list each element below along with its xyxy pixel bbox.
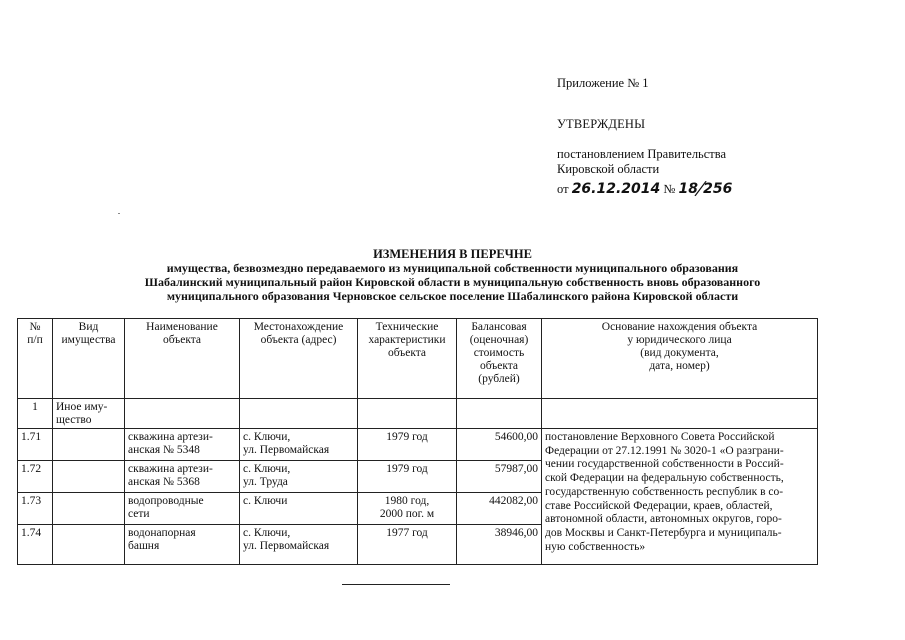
row-value: 57987,00 xyxy=(457,461,542,493)
row-address: с. Ключи, ул. Первомайская xyxy=(240,429,358,461)
row-address: с. Ключи, ул. Первомайская xyxy=(240,525,358,565)
row-tech: 1977 год xyxy=(358,525,457,565)
header-kind: Вид имущества xyxy=(53,319,125,399)
header-value: Балансовая (оценочная) стоимость объекта (рублей) xyxy=(457,319,542,399)
scan-speck xyxy=(118,213,120,214)
row-num: 1.74 xyxy=(18,525,53,565)
row-address: с. Ключи xyxy=(240,493,358,525)
approved-label: УТВЕРЖДЕНЫ xyxy=(557,117,646,131)
slash-mark: / xyxy=(692,173,709,204)
header-address: Местонахождение объекта (адрес) xyxy=(240,319,358,399)
row-num: 1.72 xyxy=(18,461,53,493)
row-tech: 1979 год xyxy=(358,461,457,493)
decree-line-2: Кировской области xyxy=(557,162,660,176)
title-line-2: имущества, безвозмездно передаваемого из муниципальной собственности муниципального образования xyxy=(166,261,739,275)
row-num: 1.73 xyxy=(18,493,53,525)
basis-cell: постановление Верховного Совета Российской Федерации от 27.12.1991 № 3020-1 «О разграни- чении государственной собственности в Россий- ской Федерации на федеральную собственность, государственную собственность республик в со- ставе Российской Федерации, краев, областей, автономной области, автономных округов, горо- дов Москвы и Санкт-Петербурга и муниципаль- ную собственность» xyxy=(542,429,818,565)
property-table xyxy=(17,318,818,565)
header-name: Наименование объекта xyxy=(125,319,240,399)
table-row xyxy=(18,429,818,461)
header-tech: Технические характеристики объекта xyxy=(358,319,457,399)
title-line-3: Шабалинский муниципальный район Кировской области в муниципальную собственность вновь образованного xyxy=(144,275,761,289)
row-tech: 1979 год xyxy=(358,429,457,461)
table-group-row xyxy=(18,399,818,429)
from-prefix: от xyxy=(557,182,569,196)
handwritten-date: 26.12.2014 xyxy=(571,181,661,197)
row-name: скважина артези- анская № 5348 xyxy=(125,429,240,461)
row-value: 54600,00 xyxy=(457,429,542,461)
group-num: 1 xyxy=(18,399,53,429)
document-title xyxy=(0,247,905,303)
footer-divider xyxy=(342,584,450,585)
title-line-4: муниципального образования Черновское сельское поселение Шабалинского района Кировской области xyxy=(166,289,739,303)
row-name: скважина артези- анская № 5368 xyxy=(125,461,240,493)
row-value: 442082,00 xyxy=(457,493,542,525)
row-num: 1.71 xyxy=(18,429,53,461)
header-basis: Основание нахождения объекта у юридического лица (вид документа, дата, номер) xyxy=(542,319,818,399)
appendix-label: Приложение № 1 xyxy=(557,76,649,90)
row-value: 38946,00 xyxy=(457,525,542,565)
decree-line-1: постановлением Правительства xyxy=(557,147,727,161)
row-address: с. Ключи, ул. Труда xyxy=(240,461,358,493)
row-name: водопроводные сети xyxy=(125,493,240,525)
header-num: № п/п xyxy=(18,319,53,399)
row-name: водонапорная башня xyxy=(125,525,240,565)
number-prefix: № xyxy=(663,182,676,196)
group-kind: Иное иму- щество xyxy=(53,399,125,429)
decree-date-number xyxy=(557,173,733,204)
title-line-1: ИЗМЕНЕНИЯ В ПЕРЕЧНЕ xyxy=(373,247,532,261)
handwritten-number-a: 18 xyxy=(678,181,698,197)
handwritten-number-b: 256 xyxy=(703,181,733,197)
row-tech: 1980 год, 2000 пог. м xyxy=(358,493,457,525)
table-header-row xyxy=(18,319,818,399)
